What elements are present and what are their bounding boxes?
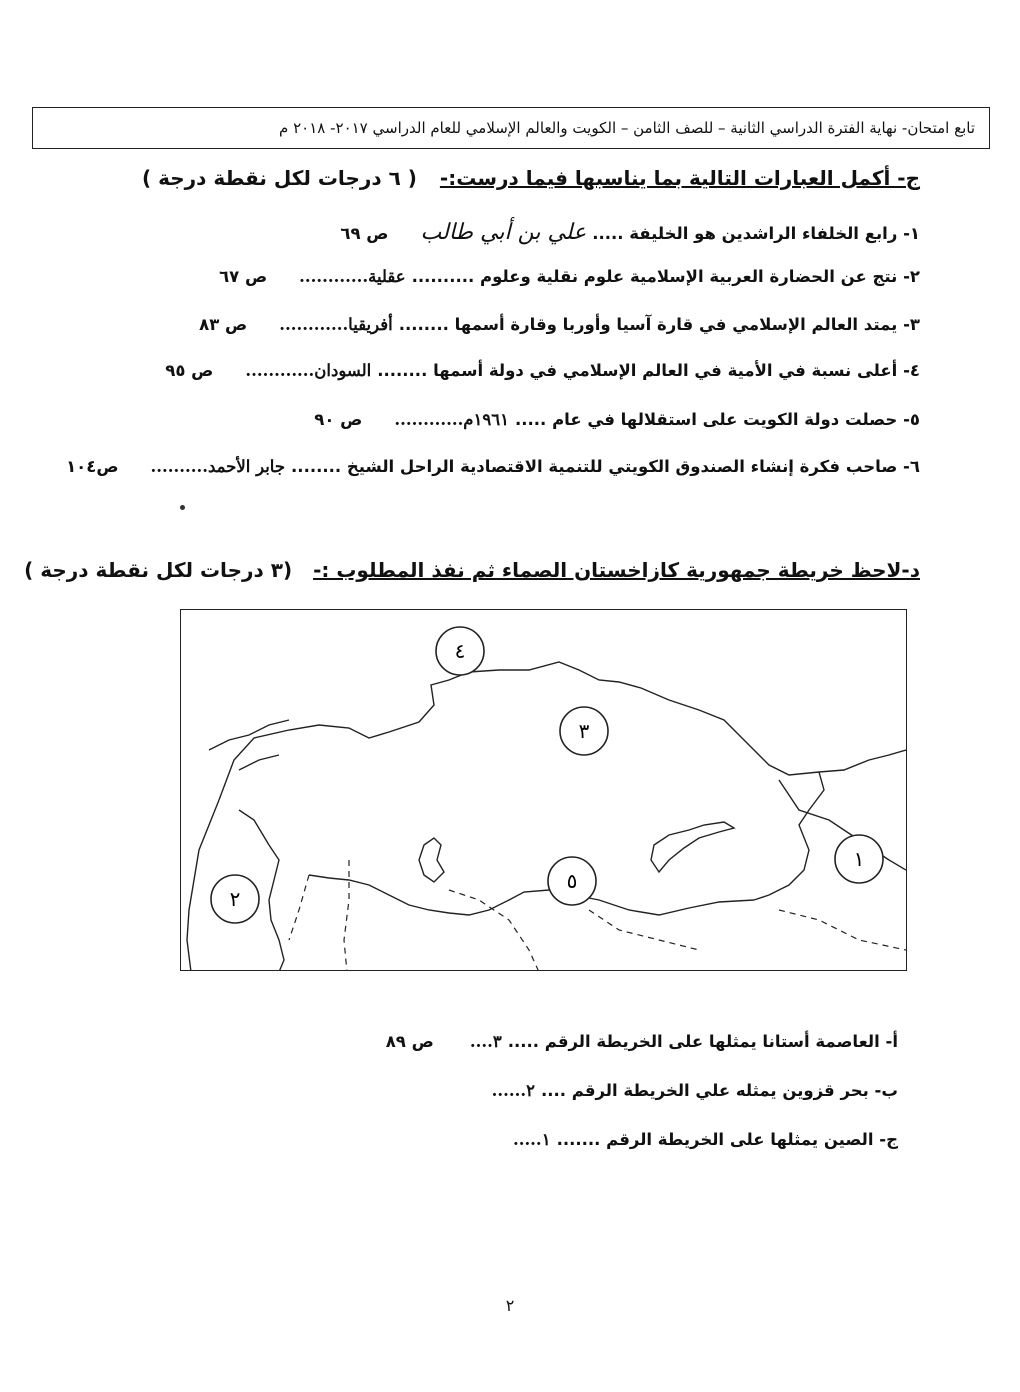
question-prompt: ٦- صاحب فكرة إنشاء الصندوق الكويتي للتنمية الاقتصادية الراحل الشيخ ........: [291, 457, 920, 476]
map-marker-4: [436, 627, 484, 675]
marker-label: ٤: [454, 639, 466, 663]
question-c-3: [199, 315, 920, 334]
answer: ٢......: [491, 1081, 535, 1100]
section-d-heading: د-لاحظ خريطة جمهورية كازاخستان الصماء ثم نفذ المطلوب :-: [313, 558, 920, 582]
question-c-1: [340, 220, 920, 245]
question-prompt: ٣- يمتد العالم الإسلامي في قارة آسيا وأوربا وقارة أسمها ........: [398, 315, 920, 334]
map-marker-3: [560, 707, 608, 755]
map-marker-1: [835, 835, 883, 883]
question-c-5: [314, 410, 920, 429]
map-drawing: [180, 610, 906, 971]
answer: أفريقيا............: [279, 315, 393, 334]
answer: السودان............: [245, 361, 372, 380]
page-reference: ص١٠٤: [66, 457, 119, 476]
question-c-4: [165, 361, 920, 380]
section-c-title: [142, 166, 920, 190]
question-prompt: ج- الصين يمثلها على الخريطة الرقم .......: [556, 1130, 898, 1149]
marker-label: ١: [853, 847, 865, 871]
dashed-border-4: [779, 910, 906, 950]
dashed-border-5: [289, 875, 309, 940]
question-c-2: [219, 267, 920, 286]
answer: ١٩٦١م............: [394, 410, 509, 429]
question-d-b: [492, 1081, 898, 1100]
caspian-coast: [269, 845, 284, 971]
page-reference: ص ٨٩: [385, 1032, 434, 1051]
exam-header-text: تابع امتحان- نهاية الفترة الدراسي الثانية – للصف الثامن – الكويت والعالم الإسلامي للعام الدراسي ٢٠١٧- ٢٠١٨ م: [279, 119, 975, 137]
page-number: ٢: [505, 1296, 515, 1315]
page-reference: ص ٦٧: [219, 267, 268, 286]
caspian-coast-north: [239, 810, 269, 845]
question-prompt: ٢- نتج عن الحضارة العربية الإسلامية علوم نقلية وعلوم ..........: [411, 267, 920, 286]
answer: جابر الأحمد..........: [150, 457, 286, 476]
question-d-c: [513, 1130, 898, 1149]
ink-dot: [180, 505, 185, 510]
question-c-6: [66, 457, 920, 476]
dashed-border-3: [589, 910, 699, 950]
lake-balkhash: [651, 822, 734, 872]
marker-label: ٢: [229, 887, 241, 911]
map-marker-5: [548, 857, 596, 905]
question-d-a: [386, 1032, 898, 1051]
question-prompt: ٥- حصلت دولة الكويت على استقلالها في عام .....: [514, 410, 920, 429]
answer: ١.....: [512, 1130, 551, 1149]
kazakhstan-blank-map: [180, 609, 907, 971]
page-reference: ص ٦٩: [340, 224, 389, 243]
section-c-heading: ج- أكمل العبارات التالية بما يناسبها فيما درست:-: [439, 166, 920, 190]
question-prompt: ٤- أعلى نسبة في الأمية في العالم الإسلامي في دولة أسمها ........: [377, 361, 920, 380]
northwest-lines: [209, 720, 289, 770]
section-d-points: (٣ درجات لكل نقطة درجة ): [24, 558, 293, 582]
marker-label: ٣: [578, 719, 590, 743]
answer: عقلية............: [299, 267, 406, 286]
question-prompt: ١- رابع الخلفاء الراشدين هو الخليفة .....: [592, 224, 920, 243]
question-prompt: ب- بحر قزوين يمثله علي الخريطة الرقم ....: [540, 1081, 898, 1100]
border-east: [754, 772, 824, 900]
border-south: [309, 875, 754, 915]
section-c-points: ( ٦ درجات لكل نقطة درجة ): [142, 166, 417, 190]
marker-label: ٥: [566, 869, 578, 893]
dashed-border-2: [449, 890, 539, 971]
handwritten-answer: علي بن أبي طالب: [420, 220, 587, 245]
map-marker-2: [211, 875, 259, 923]
aral-sea: [419, 838, 444, 882]
page-reference: ص ٩٥: [165, 361, 214, 380]
section-d-title: [24, 558, 920, 582]
dashed-border-1: [344, 860, 349, 971]
exam-header-box: [32, 107, 990, 149]
answer: ٣....: [469, 1032, 502, 1051]
page-reference: ص ٨٣: [199, 315, 248, 334]
page-reference: ص ٩٠: [314, 410, 363, 429]
question-prompt: أ- العاصمة أستانا يمثلها على الخريطة الرقم .....: [507, 1032, 898, 1051]
